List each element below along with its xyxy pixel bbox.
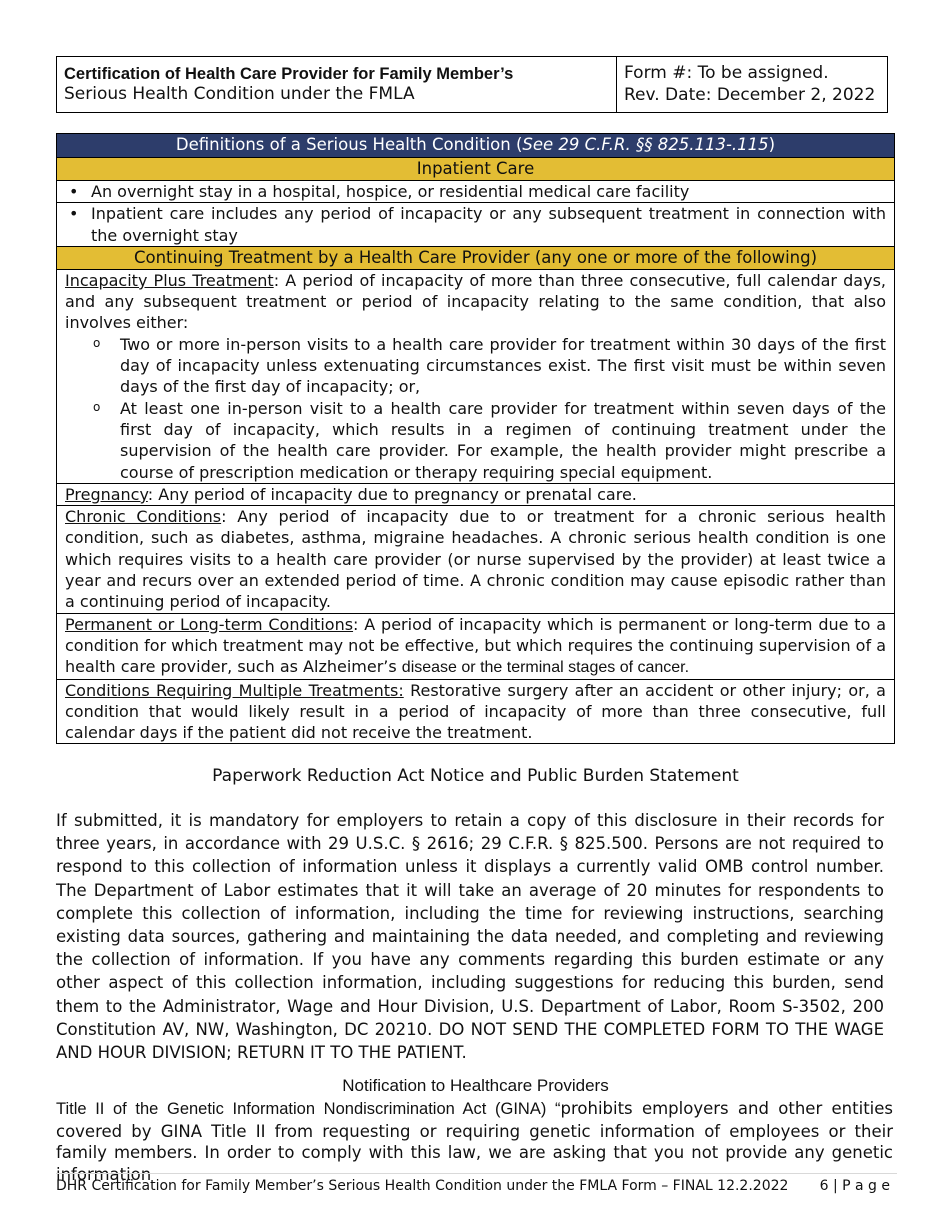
definitions-title: Definitions of a Serious Health Condition (See 29 C.F.R. §§ 825.113-.115) <box>57 134 895 158</box>
incapacity-definition: Incapacity Plus Treatment: A period of incapacity of more than three consecutive, full calendar days, and any subsequent treatment or period of incapacity relating to the same condition, that also involves either: <box>65 270 886 333</box>
form-title-block <box>57 57 617 112</box>
revision-date: Rev. Date: December 2, 2022 <box>624 85 876 105</box>
paperwork-instruction: DO NOT SEND THE COMPLETED FORM TO THE WAGE AND HOUR DIVISION; RETURN IT TO THE PATIENT. <box>56 1019 884 1063</box>
continuing-heading: Continuing Treatment by a Health Care Provider (any one or more of the following) <box>57 246 895 269</box>
definitions-table <box>56 133 895 744</box>
form-number: Form #: To be assigned. <box>624 63 829 83</box>
page-number: 6 | P a g e <box>819 1178 890 1194</box>
multiple-row: Conditions Requiring Multiple Treatments: Restorative surgery after an accident or other injury; or, a condition that would likely result in a period of incapacity of more than three consecutive, full calendar days if the patient did not receive the treatment. <box>57 679 895 744</box>
form-meta-block <box>617 57 887 112</box>
form-subtitle: Serious Health Condition under the FMLA <box>64 84 415 104</box>
continuing-heading-row <box>57 246 895 269</box>
notification-heading: Notification to Healthcare Providers <box>342 1076 609 1095</box>
chronic-label: Chronic Conditions <box>65 507 222 527</box>
inpatient-heading: Inpatient Care <box>57 158 895 181</box>
form-header <box>56 56 888 113</box>
page-footer <box>56 1178 890 1194</box>
paperwork-heading: Paperwork Reduction Act Notice and Public Burden Statement <box>212 766 739 786</box>
pregnancy-row: Pregnancy: Any period of incapacity due to pregnancy or prenatal care. <box>57 483 895 505</box>
inpatient-item-row <box>57 181 895 203</box>
incapacity-row <box>57 269 895 483</box>
form-title: Certification of Health Care Provider for Family Member’s <box>64 65 514 83</box>
incapacity-label: Incapacity Plus Treatment <box>65 270 274 290</box>
definitions-title-row <box>57 134 895 158</box>
inpatient-item: • Inpatient care includes any period of incapacity or any subsequent treatment in connection with the overnight stay <box>91 203 886 246</box>
footer-divider <box>56 1173 897 1174</box>
notification-body: Title II of the Genetic Information Nondiscrimination Act (GINA) “prohibits employers and other entities covered by GINA Title II from requesting or requiring genetic information of employees or their family members. In order to comply with this law, we are asking that you not provide any genetic information <box>56 1099 893 1184</box>
incapacity-item: o At least one in-person visit to a health care provider for treatment within seven days of the first day of incapacity, which results in a regimen of continuing treatment under the supervision of the health care provider. For example, the health provider might prescribe a course of prescription medication or therapy requiring special equipment. <box>120 398 886 483</box>
pregnancy-label: Pregnancy <box>65 484 148 504</box>
inpatient-item: • An overnight stay in a hospital, hospice, or residential medical care facility <box>91 181 886 202</box>
multiple-label: Conditions Requiring Multiple Treatments: <box>65 680 404 700</box>
chronic-row: Chronic Conditions: Any period of incapacity due to or treatment for a chronic serious health condition, such as diabetes, asthma, migraine headaches. A chronic serious health condition is one which requires visits to a health care provider (or nurse supervised by the provider) at least twice a year and recurs over an extended period of time. A chronic condition may cause episodic rather than a continuing period of incapacity. <box>57 506 895 613</box>
definitions-citation: See 29 C.F.R. §§ 825.113-.115 <box>522 135 769 154</box>
paperwork-body: If submitted, it is mandatory for employers to retain a copy of this disclosure in their records for three years, in accordance with 29 U.S.C. § 2616; 29 C.F.R. § 825.500. Persons are not required to respond to this collection of information unless it displays a currently valid OMB control number. The Department of Labor estimates that it will take an average of 20 minutes for respondents to complete this collection of information, including the time for reviewing instructions, searching existing data sources, gathering and maintaining the data needed, and completing and reviewing the collection of information. If you have any comments regarding this burden estimate or any other aspect of this collection information, including suggestions for reducing this burden, send them to the Administrator, Wage and Hour Division, U.S. Department of Labor, Room S-3502, 200 Constitution AV, NW, Washington, DC 20210. DO NOT SEND THE COMPLETED FORM TO THE WAGE AND HOUR DIVISION; RETURN IT TO THE PATIENT. <box>56 811 884 1063</box>
permanent-row: Permanent or Long-term Conditions: A period of incapacity which is permanent or long-term due to a condition for which treatment may not be effective, but which requires the continuing supervision of a health care provider, such as Alzheimer’s disease or the terminal stages of cancer. <box>57 613 895 679</box>
inpatient-heading-row <box>57 158 895 181</box>
incapacity-item: o Two or more in-person visits to a health care provider for treatment within 30 days of the first day of incapacity unless extenuating circumstances exist. The first visit must be within seven days of the first day of incapacity; or, <box>120 334 886 398</box>
permanent-label: Permanent or Long-term Conditions <box>65 614 354 634</box>
inpatient-item-row <box>57 203 895 247</box>
footer-document-name: DHR Certification for Family Member’s Serious Health Condition under the FMLA Form – FINAL 12.2.2022 <box>56 1178 789 1194</box>
